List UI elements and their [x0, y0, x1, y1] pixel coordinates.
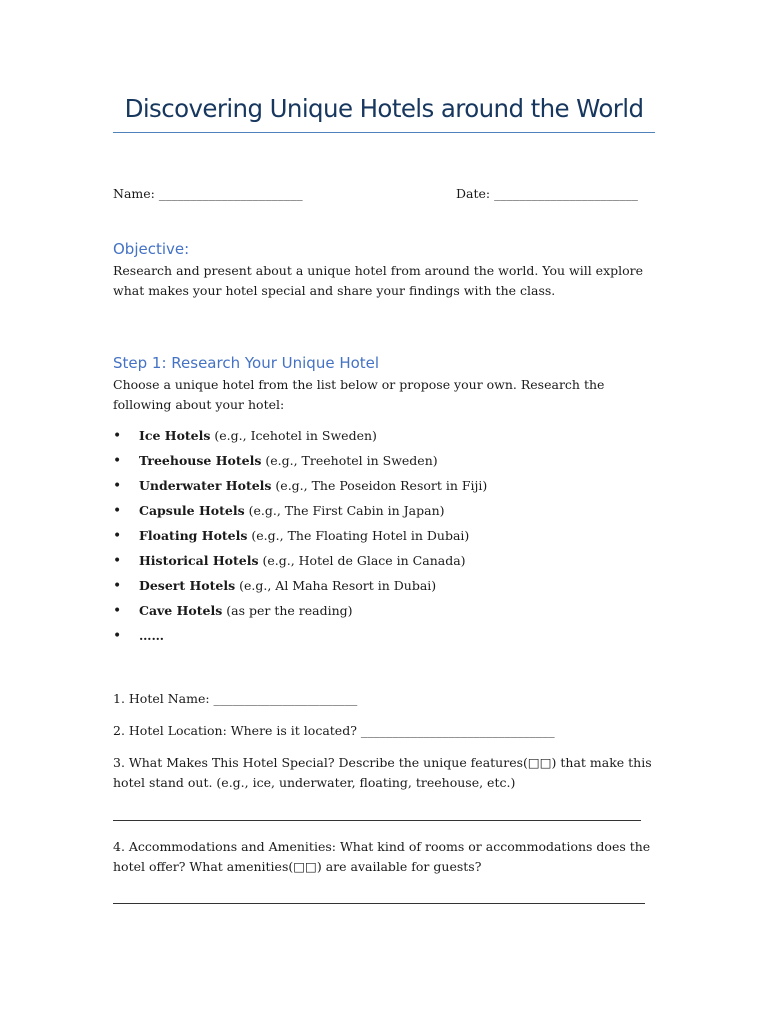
bullet-icon: •: [113, 603, 122, 619]
hotel-example: (e.g., The Poseidon Resort in Fiji): [271, 478, 488, 493]
bullet-icon: •: [113, 453, 122, 469]
list-item: [113, 575, 487, 600]
hotel-type: Historical Hotels: [139, 553, 259, 568]
answer-line-4: [113, 903, 645, 904]
list-item: [113, 475, 487, 500]
bullet-icon: •: [113, 428, 122, 444]
list-item: [113, 525, 487, 550]
hotel-type: Cave Hotels: [139, 603, 223, 618]
hotel-type: Underwater Hotels: [139, 478, 272, 493]
hotel-type: Capsule Hotels: [139, 503, 245, 518]
question-3: 3. What Makes This Hotel Special? Describe the unique features(□□) that make this hotel stand out. (e.g., ice, underwater, floating, treehouse, etc.): [113, 755, 652, 790]
hotel-example: (e.g., Icehotel in Sweden): [210, 428, 377, 443]
hotel-example: (as per the reading): [222, 603, 353, 618]
list-item: [113, 600, 487, 625]
list-item: [113, 500, 487, 525]
bullet-icon: •: [113, 478, 122, 494]
objective-heading: Objective:: [113, 240, 190, 258]
hotel-type-list: [113, 425, 487, 650]
question-1: 1. Hotel Name: _______________________: [113, 691, 358, 706]
answer-line-3: [113, 820, 641, 821]
bullet-icon: •: [113, 553, 122, 569]
question-2: 2. Hotel Location: Where is it located? _______________________________: [113, 723, 555, 738]
date-field: Date: _______________________: [456, 186, 638, 201]
hotel-type: Desert Hotels: [139, 578, 236, 593]
hotel-example: (e.g., The Floating Hotel in Dubai): [247, 528, 470, 543]
name-field: Name: _______________________: [113, 186, 303, 201]
hotel-type: Ice Hotels: [139, 428, 211, 443]
question-4: 4. Accommodations and Amenities: What kind of rooms or accommodations does the hotel offer? What amenities(□□) are available for guests?: [113, 839, 651, 874]
hotel-example: (e.g., The First Cabin in Japan): [244, 503, 445, 518]
list-item: [113, 550, 487, 575]
bullet-icon: •: [113, 503, 122, 519]
hotel-example: (e.g., Hotel de Glace in Canada): [258, 553, 466, 568]
title-underline: [113, 132, 655, 133]
hotel-type: ……: [139, 628, 164, 643]
hotel-example: (e.g., Al Maha Resort in Dubai): [235, 578, 437, 593]
bullet-icon: •: [113, 528, 122, 544]
page-title: Discovering Unique Hotels around the World: [124, 94, 644, 123]
hotel-type: Floating Hotels: [139, 528, 248, 543]
list-item: [113, 625, 487, 650]
step1-heading: Step 1: Research Your Unique Hotel: [113, 354, 380, 372]
list-item: [113, 425, 487, 450]
bullet-icon: •: [113, 628, 122, 644]
bullet-icon: •: [113, 578, 122, 594]
step1-intro: Choose a unique hotel from the list below or propose your own. Research the following about your hotel:: [113, 377, 605, 412]
list-item: [113, 450, 487, 475]
objective-text: Research and present about a unique hotel from around the world. You will explore what makes your hotel special and share your findings with the class.: [113, 263, 644, 298]
hotel-type: Treehouse Hotels: [139, 453, 262, 468]
hotel-example: (e.g., Treehotel in Sweden): [261, 453, 438, 468]
